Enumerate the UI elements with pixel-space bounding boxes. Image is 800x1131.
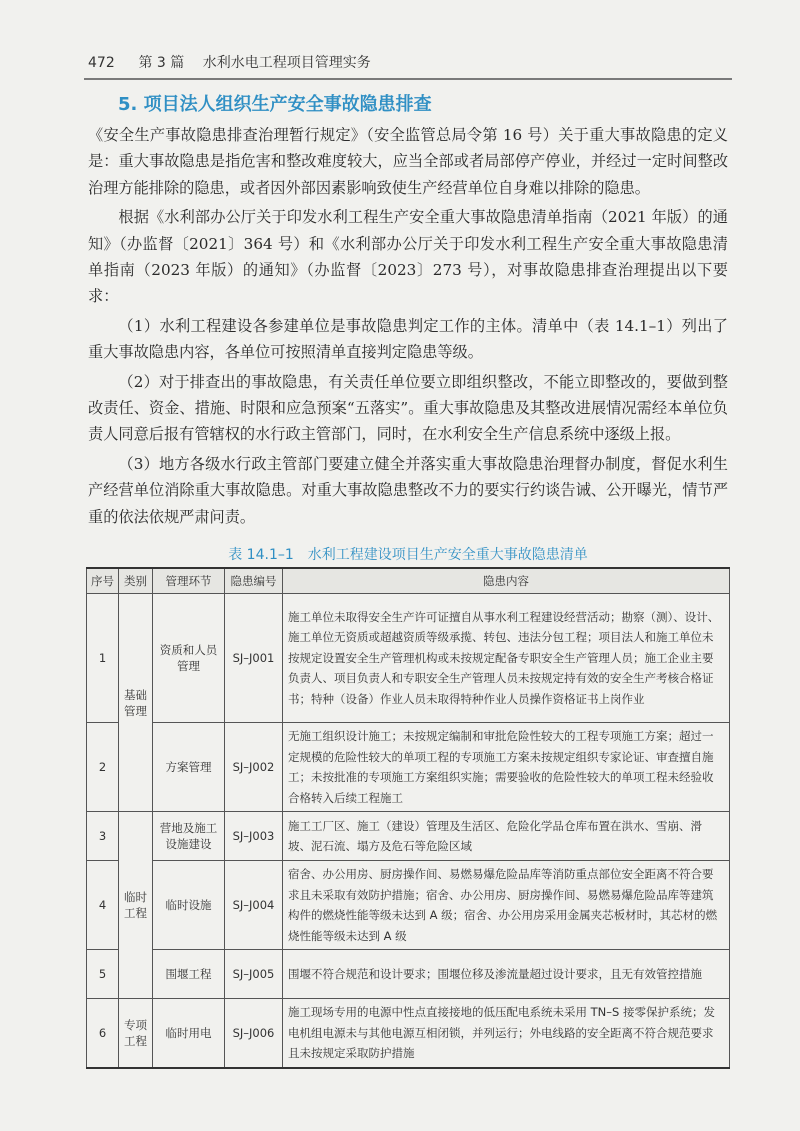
row-stage: 临时用电 <box>153 999 225 1069</box>
row-stage: 方案管理 <box>153 723 225 812</box>
row-no: 1 <box>87 594 119 723</box>
row-content: 宿舍、办公用房、厨房操作间、易燃易爆危险品库等消防重点部位安全距离不符合要求且未采取有效防护措施；宿舍、办公用房、厨房操作间、易燃易爆危险品库等建筑构件的燃烧性能等级未达到 A 级；宿舍、办公用房采用金属夹芯板材时，其芯材的燃烧性能等级未达到 A 级 <box>283 861 730 950</box>
row-code: SJ–J002 <box>225 723 283 812</box>
table-row <box>87 594 730 723</box>
row-stage: 资质和人员管理 <box>153 594 225 723</box>
part-label: 第 3 篇 <box>138 55 185 71</box>
body-text <box>88 122 728 530</box>
page-number: 472 <box>88 55 115 71</box>
category-cell: 基础管理 <box>119 594 153 812</box>
header-content: 隐患内容 <box>283 568 730 594</box>
table-caption-number: 表 14.1–1 <box>228 547 294 563</box>
row-no: 5 <box>87 950 119 999</box>
row-code: SJ–J006 <box>225 999 283 1069</box>
row-no: 2 <box>87 723 119 812</box>
table-header-row <box>87 568 730 594</box>
row-no: 4 <box>87 861 119 950</box>
row-code: SJ–J003 <box>225 812 283 861</box>
paragraph: 《安全生产事故隐患排查治理暂行规定》（安全监管总局令第 16 号）关于重大事故隐患的定义是：重大事故隐患是指危害和整改难度较大，应当全部或者局部停产停业，并经过一定时间整改治理方能排除的隐患，或者因外部因素影响致使生产经营单位自身难以排除的隐患。 <box>88 126 728 197</box>
running-header <box>88 52 728 72</box>
section-title: 5. 项目法人组织生产安全事故隐患排查 <box>118 94 432 115</box>
row-content: 围堰不符合规范和设计要求；围堰位移及渗流量超过设计要求，且无有效管控措施 <box>283 950 730 999</box>
book-title: 水利水电工程项目管理实务 <box>202 55 371 71</box>
category-cell: 临时工程 <box>119 812 153 999</box>
paragraph: 根据《水利部办公厅关于印发水利工程生产安全重大事故隐患清单指南（2021 年版）的通知》（办监督〔2021〕364 号）和《水利部办公厅关于印发水利工程生产安全重大事故隐患清单指南（2023 年版）的通知》（办监督〔2023〕273 号），对事故隐患排查治理提出以下要求： <box>88 208 728 306</box>
row-stage: 围堰工程 <box>153 950 225 999</box>
header-code: 隐患编号 <box>225 568 283 594</box>
table-caption-title: 水利工程建设项目生产安全重大事故隐患清单 <box>307 547 588 563</box>
paragraph: （3）地方各级水行政主管部门要建立健全并落实重大事故隐患治理督办制度，督促水利生产经营单位消除重大事故隐患。对重大事故隐患整改不力的要实行约谈告诫、公开曝光，情节严重的依法依规严肃问责。 <box>88 454 728 526</box>
row-content: 施工工厂区、施工（建设）管理及生活区、危险化学品仓库布置在洪水、雪崩、滑坡、泥石流、塌方及危石等危险区域 <box>283 812 730 861</box>
row-content: 无施工组织设计施工；未按规定编制和审批危险性较大的工程专项施工方案；超过一定规模的危险性较大的单项工程的专项施工方案未按规定组织专家论证、审查擅自施工；未按批准的专项施工方案组织实施；需要验收的危险性较大的单项工程未经验收合格转入后续工程施工 <box>283 723 730 812</box>
row-no: 6 <box>87 999 119 1069</box>
paragraph: （1）水利工程建设各参建单位是事故隐患判定工作的主体。清单中（表 14.1–1）列出了重大事故隐患内容，各单位可按照清单直接判定隐患等级。 <box>88 316 728 362</box>
row-code: SJ–J001 <box>225 594 283 723</box>
header-rule <box>84 78 732 80</box>
category-cell: 专项工程 <box>119 999 153 1069</box>
table-row <box>87 812 730 861</box>
header-category: 类别 <box>119 568 153 594</box>
table-row <box>87 861 730 950</box>
table-row <box>87 999 730 1069</box>
table-row <box>87 723 730 812</box>
row-content: 施工单位未取得安全生产许可证擅自从事水利工程建设经营活动；勘察（测）、设计、施工单位无资质或超越资质等级承揽、转包、违法分包工程；项目法人和施工单位未按规定设置安全生产管理机构或未按规定配备专职安全生产管理人员；施工企业主要负责人、项目负责人和专职安全生产管理人员未按规定持有效的安全生产考核合格证书；特种（设备）作业人员未取得特种作业人员操作资格证书上岗作业 <box>283 594 730 723</box>
row-stage: 营地及施工设施建设 <box>153 812 225 861</box>
row-content: 施工现场专用的电源中性点直接接地的低压配电系统未采用 TN–S 接零保护系统；发电机组电源未与其他电源互相闭锁，并列运行；外电线路的安全距离不符合规范要求且未按规定采取防护措施 <box>283 999 730 1069</box>
table-row <box>87 950 730 999</box>
header-no: 序号 <box>87 568 119 594</box>
paragraph: （2）对于排查出的事故隐患，有关责任单位要立即组织整改，不能立即整改的，要做到整改责任、资金、措施、时限和应急预案“五落实”。重大事故隐患及其整改进展情况需经本单位负责人同意后报有管辖权的水行政主管部门，同时，在水利安全生产信息系统中逐级上报。 <box>88 372 728 444</box>
row-code: SJ–J005 <box>225 950 283 999</box>
table-caption <box>88 544 728 564</box>
header-stage: 管理环节 <box>153 568 225 594</box>
row-code: SJ–J004 <box>225 861 283 950</box>
hazard-table <box>86 567 730 1069</box>
row-stage: 临时设施 <box>153 861 225 950</box>
row-no: 3 <box>87 812 119 861</box>
